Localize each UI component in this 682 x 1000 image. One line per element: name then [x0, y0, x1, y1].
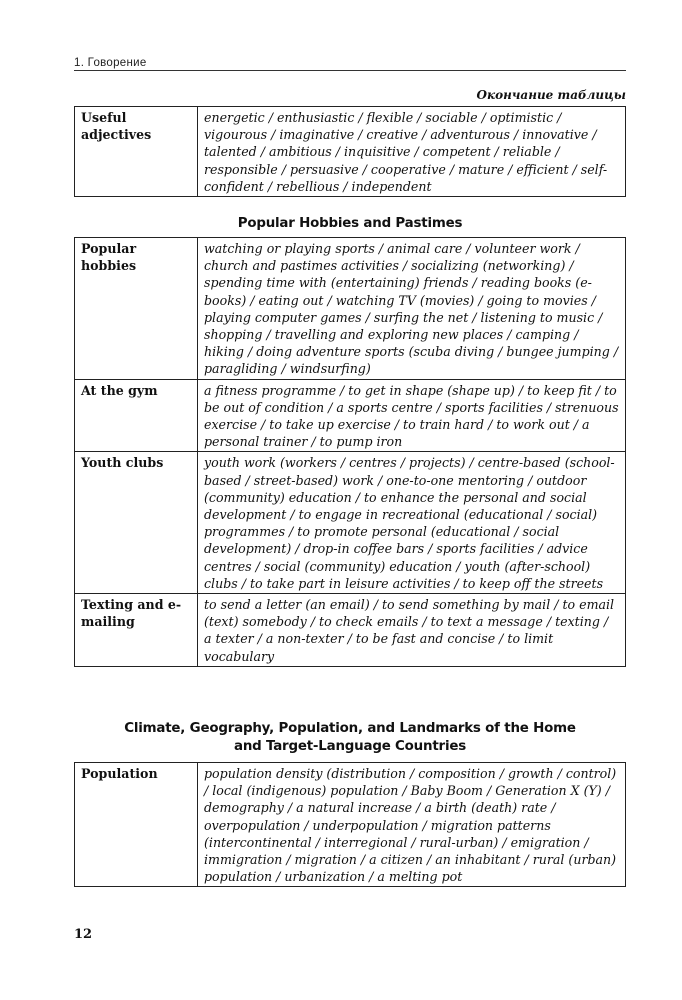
section-title-hobbies: Popular Hobbies and Pastimes: [237, 216, 463, 231]
row-phrases: watching or playing sports / animal care / volunteer work / church and pastimes activities / socializing (networking) / spending time with (entertaining) friends / reading books (e-books) / eating out / watching TV (movies) / going to movies / playing computer games / surfing the net / listening to music / shopping / travelling and exploring new places / camping / hiking / doing adventure sports (scuba diving / bungee jumping / paragliding / windsurfing): [198, 238, 626, 380]
table-row: [75, 594, 626, 667]
running-head: 1. Говорение: [74, 57, 626, 71]
row-phrases: youth work (workers / centres / projects) / centre-based (school-based / street-based) work / one-to-one mentoring / outdoor (community) education / to enhance the personal and social development / to engage in recreational (educational / social) programmes / to promote personal (educational / social development) / drop-in coffee bars / sports facilities / advice centres / social (community) education / youth (after-school) clubs / to take part in leisure activities / to keep off the streets: [198, 452, 626, 594]
section-title-climate: [74, 720, 626, 756]
table-row: [75, 379, 626, 452]
page-number: 12: [74, 927, 93, 942]
row-phrases: population density (distribution / composition / growth / control) / local (indigenous) population / Baby Boom / Generation X (Y) / demography / a natural increase / a birth (death) rate / overpopulation / underpopulation / migration patterns (intercontinental / interregional / rural-urban) / emigration / immigration / migration / a citizen / an inhabitant / rural (urban) population / urbanization / a melting pot: [198, 763, 626, 887]
row-term: Popular hobbies: [75, 238, 198, 380]
section-title-line-2: and Target-Language Countries: [233, 739, 466, 754]
row-term: Texting and e-mailing: [75, 594, 198, 667]
vocab-table-adjectives: [74, 106, 626, 197]
table-row: [75, 107, 626, 197]
row-term: At the gym: [75, 379, 198, 452]
section-title-line-1: Climate, Geography, Population, and Landmarks of the Home: [124, 721, 576, 736]
row-phrases: energetic / enthusiastic / flexible / sociable / optimistic / vigourous / imaginative / creative / adventurous / innovative / talented / ambitious / inquisitive / competent / reliable / responsible / persuasive / cooperative / mature / efficient / self-confident / rebellious / independent: [198, 107, 626, 197]
row-phrases: a fitness programme / to get in shape (shape up) / to keep fit / to be out of condition / a sports centre / sports facilities / strenuous exercise / to take up exercise / to train hard / to work out / a personal trainer / to pump iron: [198, 379, 626, 452]
table-row: [75, 238, 626, 380]
row-term: Youth clubs: [75, 452, 198, 594]
table-row: [75, 452, 626, 594]
table-continuation-note: Окончание таблицы: [476, 88, 626, 102]
row-term: Useful adjectives: [75, 107, 198, 197]
table-row: [75, 763, 626, 887]
vocab-table-hobbies: [74, 237, 626, 667]
row-phrases: to send a letter (an email) / to send something by mail / to email (text) somebody / to check emails / to text a message / texting / a texter / a non-texter / to be fast and concise / to limit vocabulary: [198, 594, 626, 667]
vocab-table-population: [74, 762, 626, 887]
row-term: Population: [75, 763, 198, 887]
